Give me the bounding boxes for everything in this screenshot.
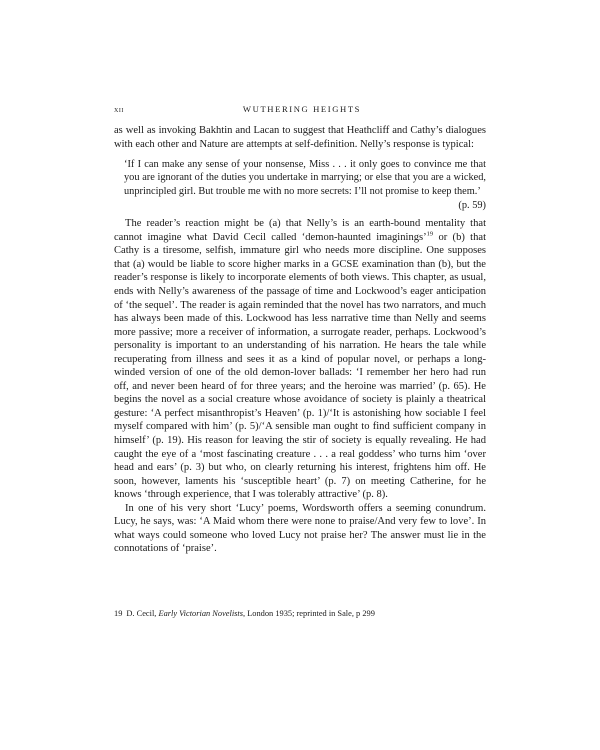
paragraph-lucy-poems: In one of his very short ‘Lucy’ poems, Wordsworth offers a seeming conundrum. Lucy, he says, was: ‘A Maid whom there were none to praise/And very few to love’. In what ways could someone who loved Lucy not praise her? The answer must lie in the connotations of ‘praise’. — [114, 502, 486, 555]
footnote-author: D. Cecil, — [126, 609, 159, 618]
block-quote — [124, 158, 486, 212]
quote-text: ‘If I can make any sense of your nonsense, Miss . . . it only goes to convince me that you are ignorant of the duties you undertake in marrying; or else that you are a wicked, unprincipled girl. But trouble me with no more secrets: I’ll not promise to keep them.’ — [124, 159, 486, 197]
paragraph-text-part: or (b) that Cathy is a tiresome, selfish, immature girl who needs more discipline. One supposes that (a) would be liable to score higher marks in a GCSE examination than (b), but the reader’s response is likely to incorporate elements of both views. This chapter, as usual, ends with Nelly’s awareness of the passage of time and Lockwood’s eager anticipation of ‘the sequel’. The reader is again reminded that the novel has two narrators, and much has always been made of this. Lockwood has less narrative time than Nelly and seems more passive; more a receiver of information, a surrogate reader, perhaps. Lockwood’s personality is important to an understanding of his narration. He hears the tale while recuperating from illness and sees it as a kind of popular novel, or perhaps a long-winded version of one of the old demon-lover ballads: ‘I remember her hero had run off, and never been heard of for three years; and the heroine was married’ (p. 65). He begins the novel as a social creature whose avoidance of society is plainly a theatrical gesture: ‘A perfect misanthropist’s Heaven’ (p. 1)/‘It is astonishing how sociable I feel myself compared with him’ (p. 5)/‘A sensible man ought to find sufficient company in himself’ (p. 19). His reason for leaving the stir of society is equally revealing. He had caught the eye of a ‘most fascinating creature . . . a real goddess’ who turns him ‘over head and ears’ (p. 3) but who, on clearly returning his interest, frightens him off. He soon, however, laments his ‘susceptible heart’ (p. 7) on meeting Catherine, for he knows ‘through experience, that I was tolerably attractive’ (p. 8). — [114, 231, 486, 501]
footnote-reference: 19 — [426, 230, 434, 238]
page-number: xii — [114, 104, 124, 114]
running-title: WUTHERING HEIGHTS — [242, 104, 362, 114]
footnote-number: 19 — [114, 609, 123, 618]
footnote-book-title: Early Victorian Novelists — [158, 609, 243, 618]
paragraph-continued: as well as invoking Bakhtin and Lacan to suggest that Heathcliff and Cathy’s dialogues with each other and Nature are attempts at self-definition. Nelly’s response is typical: — [114, 125, 486, 150]
paragraph-text-part: The reader’s reaction might be (a) that Nelly’s is an earth-bound mentality that cannot imagine what David Cecil called ‘demon-haunted imaginings’ — [114, 218, 486, 243]
quote-citation: (p. 59) — [458, 199, 486, 211]
page-body — [114, 100, 486, 556]
footnote-details: , London 1935; reprinted in Sale, p 299 — [243, 609, 375, 618]
paragraph-reader-reaction — [114, 217, 486, 501]
footnote — [114, 608, 486, 619]
running-head — [114, 100, 486, 116]
main-text — [114, 124, 486, 556]
